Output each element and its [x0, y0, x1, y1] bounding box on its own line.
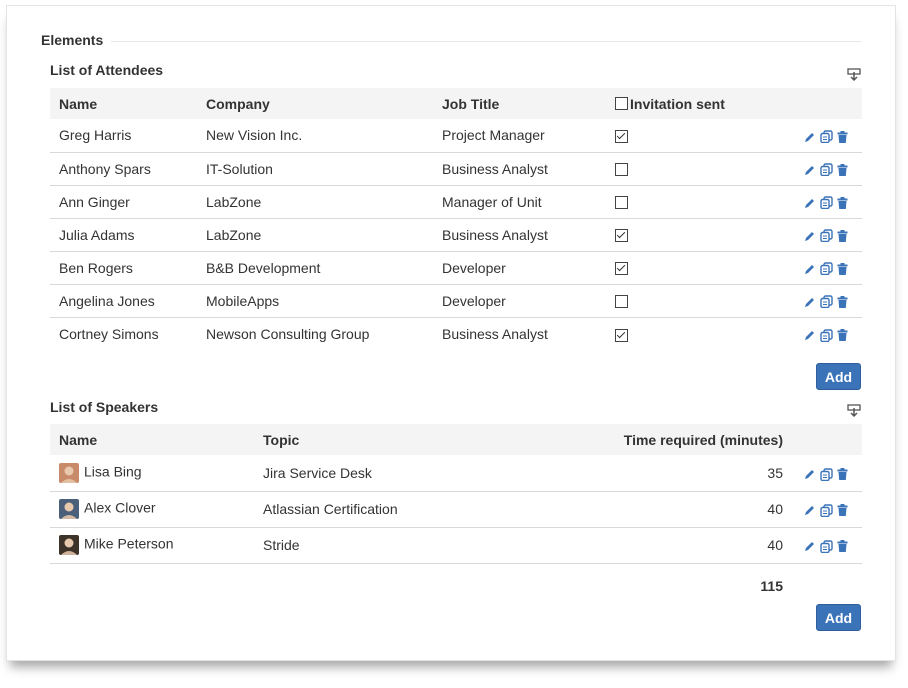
speaker-name-cell — [50, 527, 263, 563]
copy-icon[interactable] — [820, 196, 833, 209]
attendee-job-title: Business Analyst — [442, 325, 548, 342]
add-attendee-button[interactable]: Add — [816, 363, 861, 390]
pencil-icon[interactable] — [804, 263, 816, 275]
pencil-icon[interactable] — [804, 131, 816, 143]
attendee-job-title: Manager of Unit — [442, 193, 542, 210]
speaker-name: Lisa Bing — [84, 463, 142, 480]
copy-icon[interactable] — [820, 130, 833, 143]
column-header-time[interactable]: Time required (minutes) — [573, 424, 783, 455]
attendee-company: MobileApps — [206, 292, 280, 309]
row-actions — [785, 218, 862, 251]
copy-icon[interactable] — [820, 504, 833, 517]
select-all-checkbox[interactable] — [615, 97, 628, 110]
table-row — [50, 218, 862, 251]
copy-icon[interactable] — [820, 229, 833, 242]
invitation-cell — [615, 152, 785, 185]
row-actions — [783, 527, 862, 563]
attendee-name: Ann Ginger — [59, 193, 130, 210]
pencil-icon[interactable] — [804, 504, 816, 516]
speaker-name: Alex Clover — [84, 499, 156, 516]
attendee-job-title: Developer — [442, 259, 506, 276]
table-row — [50, 152, 862, 185]
invitation-cell — [615, 119, 785, 152]
pencil-icon[interactable] — [804, 329, 816, 341]
copy-icon[interactable] — [820, 468, 833, 481]
copy-icon[interactable] — [820, 262, 833, 275]
pencil-icon[interactable] — [804, 230, 816, 242]
invitation-checkbox[interactable] — [615, 196, 628, 209]
invitation-checkbox[interactable] — [615, 262, 628, 275]
row-actions — [783, 455, 862, 491]
attendee-job-title: Developer — [442, 292, 506, 309]
invitation-header-label: Invitation sent — [630, 95, 725, 112]
trash-icon[interactable] — [837, 230, 848, 242]
copy-icon[interactable] — [820, 163, 833, 176]
attendees-header-row — [50, 88, 862, 119]
table-row — [50, 119, 862, 152]
invitation-cell — [615, 317, 785, 350]
trash-icon[interactable] — [837, 329, 848, 341]
attendee-job-title: Business Analyst — [442, 160, 548, 177]
pencil-icon[interactable] — [804, 296, 816, 308]
attendee-job-title: Business Analyst — [442, 226, 548, 243]
pencil-icon[interactable] — [804, 197, 816, 209]
column-header-actions — [783, 424, 862, 455]
export-icon[interactable] — [847, 404, 861, 418]
invitation-checkbox[interactable] — [615, 329, 628, 342]
attendee-company: LabZone — [206, 226, 262, 243]
attendee-name: Greg Harris — [59, 127, 132, 144]
attendee-company: LabZone — [206, 193, 262, 210]
section-divider — [111, 41, 861, 42]
invitation-cell — [615, 251, 785, 284]
table-row — [50, 317, 862, 350]
section-title: Elements — [41, 32, 104, 48]
row-actions — [785, 317, 862, 350]
invitation-cell — [615, 284, 785, 317]
row-actions — [785, 185, 862, 218]
column-header-invitation — [615, 88, 785, 119]
time-total: 115 — [760, 578, 783, 594]
invitation-checkbox[interactable] — [615, 130, 628, 143]
row-actions — [783, 491, 862, 527]
pencil-icon[interactable] — [804, 468, 816, 480]
invitation-cell — [615, 218, 785, 251]
copy-icon[interactable] — [820, 329, 833, 342]
speaker-time: 40 — [767, 537, 783, 553]
column-header-name[interactable]: Name — [50, 88, 206, 119]
pencil-icon[interactable] — [804, 164, 816, 176]
add-speaker-button[interactable]: Add — [816, 604, 861, 631]
attendee-name: Cortney Simons — [59, 325, 159, 342]
speaker-name: Mike Peterson — [84, 535, 174, 552]
trash-icon[interactable] — [837, 263, 848, 275]
speakers-header-row — [50, 424, 862, 455]
avatar — [59, 535, 79, 555]
column-header-name[interactable]: Name — [50, 424, 263, 455]
row-actions — [785, 284, 862, 317]
column-header-actions — [785, 88, 862, 119]
invitation-checkbox[interactable] — [615, 229, 628, 242]
avatar — [59, 463, 79, 483]
invitation-checkbox[interactable] — [615, 163, 628, 176]
speaker-name-cell — [50, 455, 263, 491]
column-header-company[interactable]: Company — [206, 88, 442, 119]
row-actions — [785, 119, 862, 152]
speaker-topic: Atlassian Certification — [263, 501, 398, 517]
speaker-time: 40 — [767, 501, 783, 517]
speaker-topic: Jira Service Desk — [263, 464, 372, 481]
trash-icon[interactable] — [837, 296, 848, 308]
avatar — [59, 499, 79, 519]
row-actions — [785, 152, 862, 185]
table-row — [50, 284, 862, 317]
trash-icon[interactable] — [837, 197, 848, 209]
trash-icon[interactable] — [837, 164, 848, 176]
attendee-job-title: Project Manager — [442, 127, 545, 144]
pencil-icon[interactable] — [804, 540, 816, 552]
attendee-name: Angelina Jones — [59, 292, 155, 309]
attendees-table — [50, 88, 862, 350]
trash-icon[interactable] — [837, 131, 848, 143]
table-row — [50, 491, 862, 527]
copy-icon[interactable] — [820, 295, 833, 308]
column-header-topic[interactable]: Topic — [263, 424, 573, 455]
speakers-title: List of Speakers — [50, 399, 159, 415]
trash-icon[interactable] — [837, 540, 848, 552]
trash-icon[interactable] — [837, 504, 848, 516]
attendee-name: Anthony Spars — [59, 160, 151, 177]
speakers-total-row — [50, 570, 862, 600]
speaker-topic: Stride — [263, 537, 300, 553]
elements-panel — [6, 5, 896, 661]
invitation-cell — [615, 185, 785, 218]
attendee-name: Ben Rogers — [59, 259, 133, 276]
attendees-title: List of Attendees — [50, 62, 164, 78]
copy-icon[interactable] — [820, 540, 833, 553]
invitation-checkbox[interactable] — [615, 295, 628, 308]
attendee-name: Julia Adams — [59, 226, 135, 243]
attendee-company: B&B Development — [206, 259, 321, 276]
speakers-table — [50, 424, 862, 564]
speaker-time: 35 — [767, 464, 783, 481]
attendee-company: Newson Consulting Group — [206, 325, 370, 342]
column-header-job-title[interactable]: Job Title — [442, 88, 615, 119]
speaker-name-cell — [50, 491, 263, 527]
trash-icon[interactable] — [837, 468, 848, 480]
table-row — [50, 455, 862, 491]
row-actions — [785, 251, 862, 284]
export-icon[interactable] — [847, 68, 861, 82]
table-row — [50, 251, 862, 284]
attendee-company: New Vision Inc. — [206, 127, 303, 144]
attendee-company: IT-Solution — [206, 160, 273, 177]
table-row — [50, 527, 862, 563]
table-row — [50, 185, 862, 218]
